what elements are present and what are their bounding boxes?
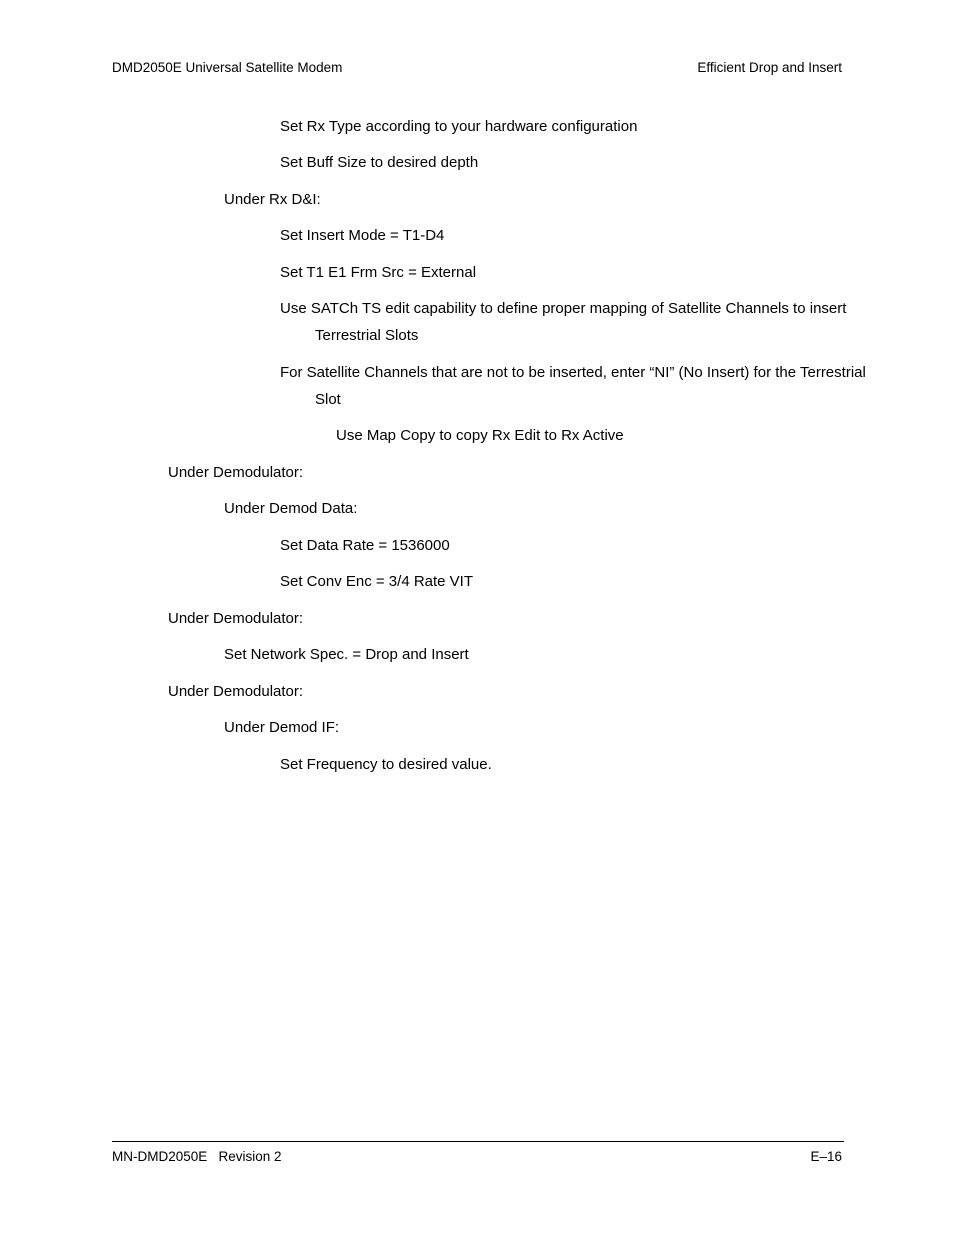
page-footer — [112, 1149, 842, 1167]
section-line: Under Demodulator: — [168, 464, 304, 481]
step-line: Set T1 E1 Frm Src = External — [280, 264, 477, 281]
section-line: Under Demod IF: — [224, 719, 340, 736]
step-line: Set Conv Enc = 3/4 Rate VIT — [280, 573, 474, 590]
section-line: Under Demodulator: — [168, 610, 304, 627]
step-line: Set Data Rate = 1536000 — [280, 537, 450, 554]
page-header — [112, 60, 842, 78]
step-line: Set Rx Type according to your hardware configuration — [280, 118, 638, 135]
step-line: Set Network Spec. = Drop and Insert — [224, 646, 469, 663]
footer-document-revision: MN-DMD2050E Revision 2 — [112, 1149, 282, 1164]
step-line: Use Map Copy to copy Rx Edit to Rx Active — [336, 427, 624, 444]
header-document-title: DMD2050E Universal Satellite Modem — [112, 60, 343, 75]
section-line: Under Rx D&I: — [224, 191, 321, 208]
header-section-title: Efficient Drop and Insert — [697, 60, 842, 75]
step-line: For Satellite Channels that are not to be inserted, enter “NI” (No Insert) for the Terrestrial Slot — [280, 364, 866, 408]
step-line: Set Frequency to desired value. — [280, 756, 492, 773]
step-line: Use SATCh TS edit capability to define proper mapping of Satellite Channels to insert Terrestrial Slots — [280, 300, 847, 344]
section-line: Under Demodulator: — [168, 683, 304, 700]
section-line: Under Demod Data: — [224, 500, 358, 517]
footer-divider — [112, 1141, 844, 1142]
step-line: Set Buff Size to desired depth — [280, 154, 479, 171]
step-line: Set Insert Mode = T1-D4 — [280, 227, 445, 244]
footer-page-number: E–16 — [810, 1149, 842, 1164]
